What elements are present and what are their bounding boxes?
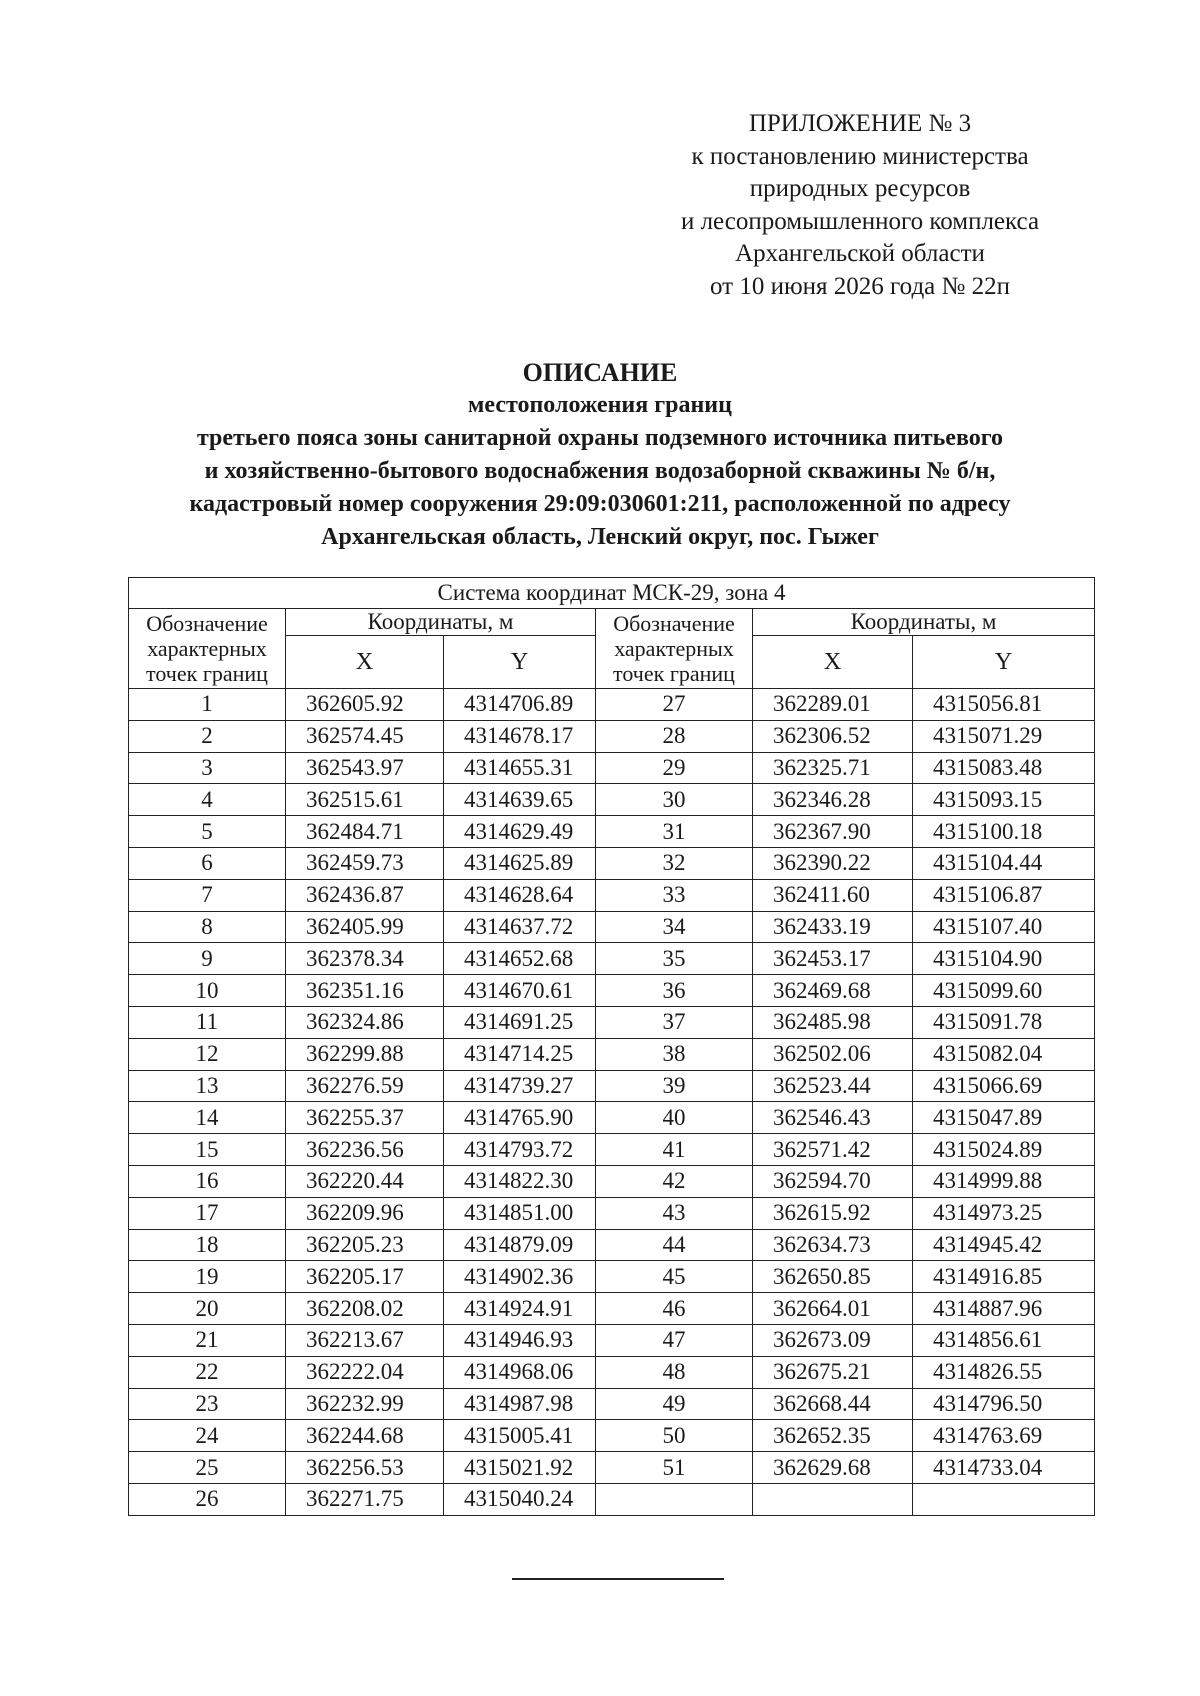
x-coordinate-cell: 362615.92 — [753, 1197, 913, 1229]
y-coordinate-cell: 4314887.96 — [913, 1293, 1095, 1325]
table-header-row — [129, 609, 1095, 636]
x-coordinate-cell: 362675.21 — [753, 1356, 913, 1388]
x-coordinate-cell: 362664.01 — [753, 1293, 913, 1325]
table-row — [129, 847, 1095, 879]
x-coordinate-cell: 362222.04 — [286, 1356, 444, 1388]
y-coordinate-cell: 4315082.04 — [913, 1038, 1095, 1070]
y-coordinate-cell: 4314916.85 — [913, 1261, 1095, 1293]
x-coordinate-cell: 362346.28 — [753, 784, 913, 816]
x-coordinate-cell: 362325.71 — [753, 752, 913, 784]
x-coordinate-cell: 362433.19 — [753, 911, 913, 943]
x-coordinate-cell: 362650.85 — [753, 1261, 913, 1293]
y-coordinate-cell: 4314639.65 — [444, 784, 596, 816]
y-coordinate-cell: 4314973.25 — [913, 1197, 1095, 1229]
point-id-cell: 25 — [129, 1452, 286, 1484]
point-header-right: Обозначение характерных точек границ — [596, 609, 753, 689]
x-coordinate-cell: 362390.22 — [753, 847, 913, 879]
x-coordinate-cell: 362502.06 — [753, 1038, 913, 1070]
point-id-cell: 19 — [129, 1261, 286, 1293]
x-coordinate-cell: 362220.44 — [286, 1165, 444, 1197]
table-row — [129, 1324, 1095, 1356]
x-coordinate-cell: 362515.61 — [286, 784, 444, 816]
y-coordinate-cell: 4315047.89 — [913, 1102, 1095, 1134]
y-coordinate-cell: 4314628.64 — [444, 879, 596, 911]
y-coordinate-cell: 4315005.41 — [444, 1420, 596, 1452]
x-coordinate-cell: 362299.88 — [286, 1038, 444, 1070]
y-coordinate-cell: 4314706.89 — [444, 689, 596, 721]
point-id-cell: 40 — [596, 1102, 753, 1134]
table-row — [129, 1261, 1095, 1293]
table-row — [129, 689, 1095, 721]
table-row — [129, 1102, 1095, 1134]
table-row — [129, 784, 1095, 816]
x-coordinate-cell: 362351.16 — [286, 975, 444, 1007]
end-rule — [512, 1578, 724, 1580]
x-coordinate-cell: 362484.71 — [286, 816, 444, 848]
x-coordinate-cell: 362574.45 — [286, 720, 444, 752]
x-coordinate-cell: 362436.87 — [286, 879, 444, 911]
x-coordinate-cell: 362543.97 — [286, 752, 444, 784]
point-id-cell: 10 — [129, 975, 286, 1007]
description-block — [100, 356, 1100, 554]
x-header-left: X — [286, 636, 444, 689]
x-coordinate-cell: 362205.23 — [286, 1229, 444, 1261]
y-coordinate-cell: 4315021.92 — [444, 1452, 596, 1484]
y-coordinate-cell: 4315024.89 — [913, 1134, 1095, 1166]
description-line: и хозяйственно-бытового водоснабжения водозаборной скважины № б/н, — [204, 458, 996, 484]
y-coordinate-cell: 4315093.15 — [913, 784, 1095, 816]
table-row — [129, 975, 1095, 1007]
table-row — [129, 1070, 1095, 1102]
y-coordinate-cell: 4314826.55 — [913, 1356, 1095, 1388]
appendix-line: и лесопромышленного комплекса — [680, 207, 1040, 235]
x-coordinate-cell: 362276.59 — [286, 1070, 444, 1102]
point-id-cell: 9 — [129, 943, 286, 975]
table-row — [129, 752, 1095, 784]
y-coordinate-cell: 4314691.25 — [444, 1006, 596, 1038]
point-id-cell: 45 — [596, 1261, 753, 1293]
y-coordinate-cell: 4315104.90 — [913, 943, 1095, 975]
x-coordinate-cell: 362652.35 — [753, 1420, 913, 1452]
y-header-left: Y — [444, 636, 596, 689]
point-id-cell: 6 — [129, 847, 286, 879]
point-id-cell: 26 — [129, 1483, 286, 1515]
appendix-line: природных ресурсов — [749, 175, 971, 202]
point-id-cell: 13 — [129, 1070, 286, 1102]
point-id-cell: 15 — [129, 1134, 286, 1166]
table-row — [129, 1420, 1095, 1452]
point-id-cell: 18 — [129, 1229, 286, 1261]
table-row — [129, 1038, 1095, 1070]
point-id-cell: 30 — [596, 784, 753, 816]
x-coordinate-cell: 362367.90 — [753, 816, 913, 848]
x-coordinate-cell: 362605.92 — [286, 689, 444, 721]
point-header-left: Обозначение характерных точек границ — [129, 609, 286, 689]
x-coordinate-cell: 362405.99 — [286, 911, 444, 943]
coords-header-left: Координаты, м — [286, 609, 596, 636]
x-coordinate-cell: 362289.01 — [753, 689, 913, 721]
coords-header-right: Координаты, м — [753, 609, 1095, 636]
y-coordinate-cell — [913, 1483, 1095, 1515]
y-coordinate-cell: 4314879.09 — [444, 1229, 596, 1261]
point-id-cell: 36 — [596, 975, 753, 1007]
x-coordinate-cell: 362256.53 — [286, 1452, 444, 1484]
description-line: Архангельская область, Ленский округ, пос. Гыжег — [321, 524, 879, 550]
x-coordinate-cell: 362523.44 — [753, 1070, 913, 1102]
table-row — [129, 879, 1095, 911]
point-id-cell: 20 — [129, 1293, 286, 1325]
point-id-cell: 35 — [596, 943, 753, 975]
x-coordinate-cell: 362205.17 — [286, 1261, 444, 1293]
table-row — [129, 720, 1095, 752]
point-id-cell: 16 — [129, 1165, 286, 1197]
y-coordinate-cell: 4314968.06 — [444, 1356, 596, 1388]
point-id-cell: 48 — [596, 1356, 753, 1388]
x-coordinate-cell: 362459.73 — [286, 847, 444, 879]
y-coordinate-cell: 4314652.68 — [444, 943, 596, 975]
point-id-cell: 28 — [596, 720, 753, 752]
x-coordinate-cell: 362634.73 — [753, 1229, 913, 1261]
table-row — [129, 816, 1095, 848]
table-row — [129, 1483, 1095, 1515]
coordinate-system-label: Система координат МСК-29, зона 4 — [129, 578, 1095, 609]
y-coordinate-cell: 4314733.04 — [913, 1452, 1095, 1484]
table-row — [129, 1452, 1095, 1484]
y-coordinate-cell: 4315104.44 — [913, 847, 1095, 879]
point-id-cell: 27 — [596, 689, 753, 721]
description-line: местоположения границ — [468, 392, 732, 418]
x-coordinate-cell: 362255.37 — [286, 1102, 444, 1134]
table-row — [129, 1356, 1095, 1388]
point-id-cell: 7 — [129, 879, 286, 911]
y-coordinate-cell: 4315083.48 — [913, 752, 1095, 784]
y-coordinate-cell: 4314856.61 — [913, 1324, 1095, 1356]
point-id-cell: 23 — [129, 1388, 286, 1420]
point-id-cell: 42 — [596, 1165, 753, 1197]
y-coordinate-cell: 4314987.98 — [444, 1388, 596, 1420]
point-id-cell: 44 — [596, 1229, 753, 1261]
point-id-cell: 51 — [596, 1452, 753, 1484]
y-coordinate-cell: 4314946.93 — [444, 1324, 596, 1356]
x-coordinate-cell: 362629.68 — [753, 1452, 913, 1484]
x-coordinate-cell: 362232.99 — [286, 1388, 444, 1420]
x-coordinate-cell: 362213.67 — [286, 1324, 444, 1356]
y-coordinate-cell: 4314714.25 — [444, 1038, 596, 1070]
y-coordinate-cell: 4314637.72 — [444, 911, 596, 943]
point-id-cell — [596, 1483, 753, 1515]
y-coordinate-cell: 4314793.72 — [444, 1134, 596, 1166]
y-coordinate-cell: 4315107.40 — [913, 911, 1095, 943]
point-id-cell: 43 — [596, 1197, 753, 1229]
point-id-cell: 2 — [129, 720, 286, 752]
y-coordinate-cell: 4314739.27 — [444, 1070, 596, 1102]
table-row — [129, 1388, 1095, 1420]
x-coordinate-cell: 362673.09 — [753, 1324, 913, 1356]
table-row — [129, 911, 1095, 943]
y-coordinate-cell: 4314902.36 — [444, 1261, 596, 1293]
y-header-right: Y — [913, 636, 1095, 689]
y-coordinate-cell: 4315056.81 — [913, 689, 1095, 721]
table-row — [129, 1293, 1095, 1325]
y-coordinate-cell: 4315106.87 — [913, 879, 1095, 911]
y-coordinate-cell: 4314763.69 — [913, 1420, 1095, 1452]
appendix-number: ПРИЛОЖЕНИЕ № 3 — [748, 110, 972, 137]
y-coordinate-cell: 4314678.17 — [444, 720, 596, 752]
table-row — [129, 1006, 1095, 1038]
point-id-cell: 34 — [596, 911, 753, 943]
point-id-cell: 49 — [596, 1388, 753, 1420]
point-id-cell: 37 — [596, 1006, 753, 1038]
point-id-cell: 17 — [129, 1197, 286, 1229]
coordinates-table — [128, 577, 1095, 1516]
x-coordinate-cell: 362668.44 — [753, 1388, 913, 1420]
point-id-cell: 31 — [596, 816, 753, 848]
appendix-line: к постановлению министерства — [691, 142, 1029, 170]
table-row — [129, 943, 1095, 975]
point-id-cell: 46 — [596, 1293, 753, 1325]
table-header-row — [129, 578, 1095, 609]
y-coordinate-cell: 4314796.50 — [913, 1388, 1095, 1420]
y-coordinate-cell: 4315100.18 — [913, 816, 1095, 848]
point-id-cell: 4 — [129, 784, 286, 816]
x-coordinate-cell: 362271.75 — [286, 1483, 444, 1515]
y-coordinate-cell: 4315066.69 — [913, 1070, 1095, 1102]
description-line: кадастровый номер сооружения 29:09:030601:211, расположенной по адресу — [189, 491, 1011, 517]
y-coordinate-cell: 4315071.29 — [913, 720, 1095, 752]
x-coordinate-cell: 362485.98 — [753, 1006, 913, 1038]
y-coordinate-cell: 4314625.89 — [444, 847, 596, 879]
point-id-cell: 24 — [129, 1420, 286, 1452]
table-row — [129, 1134, 1095, 1166]
x-coordinate-cell: 362236.56 — [286, 1134, 444, 1166]
x-coordinate-cell: 362208.02 — [286, 1293, 444, 1325]
y-coordinate-cell: 4314629.49 — [444, 816, 596, 848]
point-id-cell: 12 — [129, 1038, 286, 1070]
appendix-line: Архангельской области — [735, 240, 985, 267]
point-id-cell: 50 — [596, 1420, 753, 1452]
x-coordinate-cell: 362411.60 — [753, 879, 913, 911]
y-coordinate-cell: 4315099.60 — [913, 975, 1095, 1007]
x-coordinate-cell: 362244.68 — [286, 1420, 444, 1452]
point-id-cell: 5 — [129, 816, 286, 848]
y-coordinate-cell: 4314999.88 — [913, 1165, 1095, 1197]
x-coordinate-cell: 362571.42 — [753, 1134, 913, 1166]
y-coordinate-cell: 4314945.42 — [913, 1229, 1095, 1261]
y-coordinate-cell: 4315040.24 — [444, 1483, 596, 1515]
point-id-cell: 3 — [129, 752, 286, 784]
x-coordinate-cell: 362209.96 — [286, 1197, 444, 1229]
appendix-header — [640, 108, 1080, 303]
x-coordinate-cell: 362546.43 — [753, 1102, 913, 1134]
point-id-cell: 39 — [596, 1070, 753, 1102]
point-id-cell: 14 — [129, 1102, 286, 1134]
point-id-cell: 33 — [596, 879, 753, 911]
point-id-cell: 22 — [129, 1356, 286, 1388]
x-coordinate-cell: 362594.70 — [753, 1165, 913, 1197]
table-row — [129, 1197, 1095, 1229]
x-coordinate-cell: 362469.68 — [753, 975, 913, 1007]
point-id-cell: 11 — [129, 1006, 286, 1038]
y-coordinate-cell: 4315091.78 — [913, 1006, 1095, 1038]
point-id-cell: 29 — [596, 752, 753, 784]
appendix-date: от 10 июня 2026 года № 22п — [710, 272, 1010, 300]
y-coordinate-cell: 4314851.00 — [444, 1197, 596, 1229]
table-row — [129, 1229, 1095, 1261]
table-row — [129, 1165, 1095, 1197]
x-header-right: X — [753, 636, 913, 689]
point-id-cell: 1 — [129, 689, 286, 721]
point-id-cell: 38 — [596, 1038, 753, 1070]
point-id-cell: 32 — [596, 847, 753, 879]
x-coordinate-cell: 362453.17 — [753, 943, 913, 975]
y-coordinate-cell: 4314765.90 — [444, 1102, 596, 1134]
x-coordinate-cell: 362324.86 — [286, 1006, 444, 1038]
y-coordinate-cell: 4314822.30 — [444, 1165, 596, 1197]
x-coordinate-cell: 362306.52 — [753, 720, 913, 752]
y-coordinate-cell: 4314655.31 — [444, 752, 596, 784]
document-title: ОПИСАНИЕ — [522, 358, 678, 387]
x-coordinate-cell: 362378.34 — [286, 943, 444, 975]
y-coordinate-cell: 4314924.91 — [444, 1293, 596, 1325]
point-id-cell: 21 — [129, 1324, 286, 1356]
point-id-cell: 47 — [596, 1324, 753, 1356]
description-line: третьего пояса зоны санитарной охраны подземного источника питьевого — [196, 425, 1004, 451]
y-coordinate-cell: 4314670.61 — [444, 975, 596, 1007]
x-coordinate-cell — [753, 1483, 913, 1515]
point-id-cell: 41 — [596, 1134, 753, 1166]
point-id-cell: 8 — [129, 911, 286, 943]
